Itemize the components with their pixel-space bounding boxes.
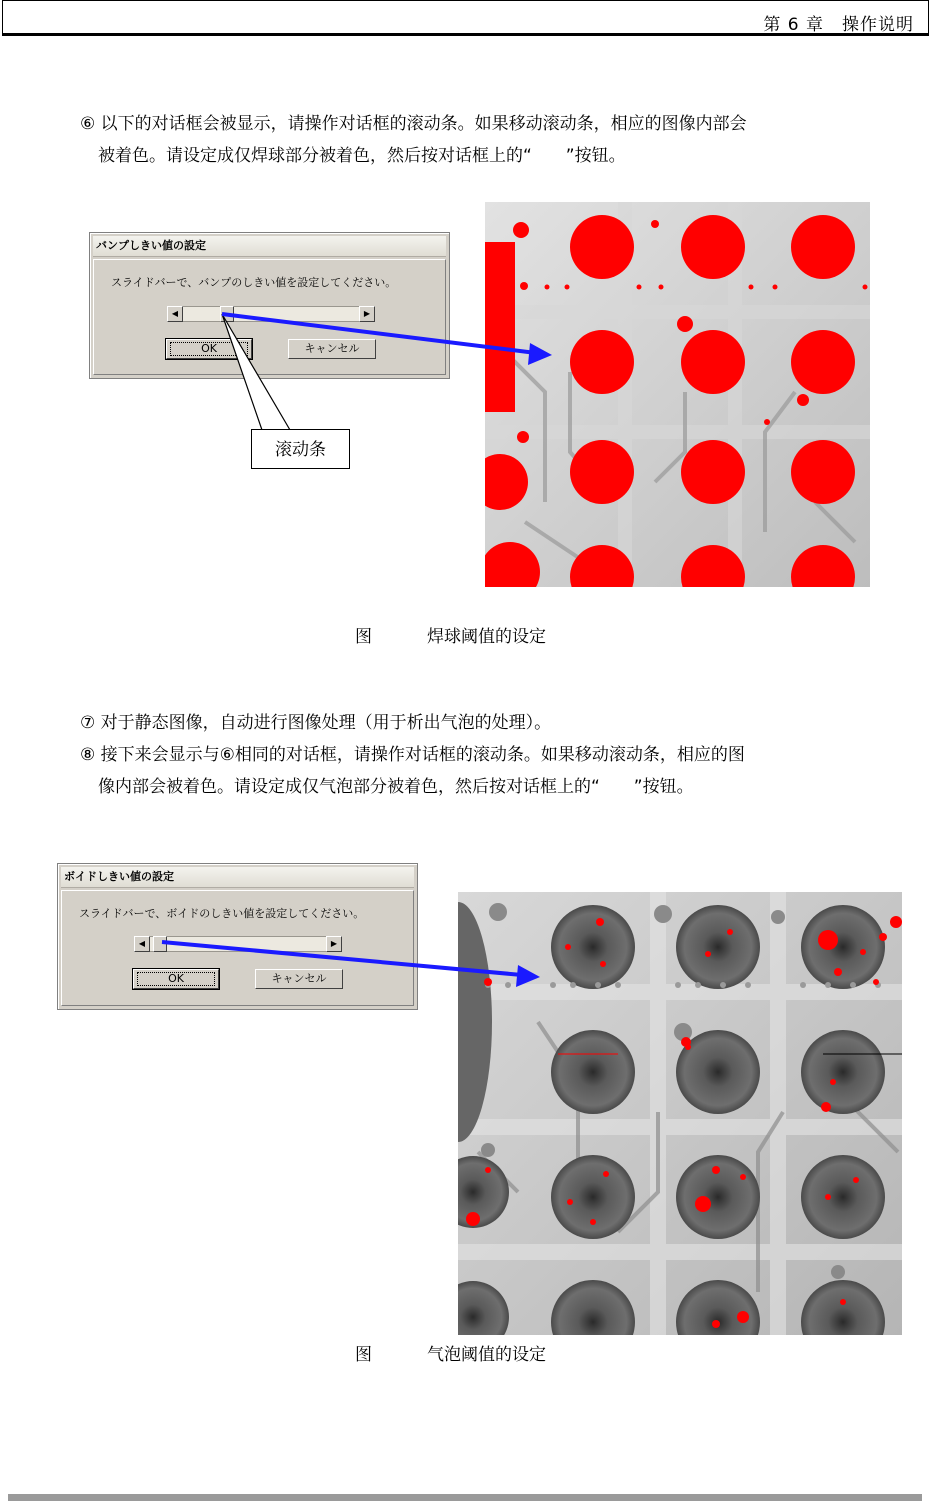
callout-pointer-svg xyxy=(0,0,933,700)
scroll-left-button[interactable]: ◀ xyxy=(134,936,150,952)
figure-caption: 焊球阈值的设定 xyxy=(427,627,546,647)
dialog-title: ボイドしきい値の設定 xyxy=(61,867,414,888)
ok-button[interactable]: OK xyxy=(133,969,219,989)
dialog-message: スライドバーで、バンプのしきい値を設定してください。 xyxy=(111,276,397,289)
step8-line2: 像内部会被着色。请设定成仅气泡部分被着色，然后按对话框上的“ ”按钮。 xyxy=(98,777,694,797)
step8-line1: ⑧ 接下来会显示与⑥相同的对话框，请操作对话框的滚动条。如果移动滚动条，相应的图 xyxy=(80,745,745,765)
dialog-title: バンプしきい値の設定 xyxy=(93,236,446,257)
dialog-message: スライドバーで、ボイドのしきい値を設定してください。 xyxy=(79,907,365,920)
chapter-title: 第 6 章 操作说明 xyxy=(763,15,914,35)
pointer-arrow-svg xyxy=(0,900,933,1000)
step7: ⑦ 对于静态图像，自动进行图像处理（用于析出气泡的处理）。 xyxy=(80,713,552,733)
pointer-arrow xyxy=(222,314,536,353)
figure-caption: 气泡阈值的设定 xyxy=(427,1345,546,1365)
ok-button[interactable]: OK xyxy=(166,339,252,359)
figure-label: 图 xyxy=(355,627,372,647)
step6-line1: ⑥ 以下的对话框会被显示，请操作对话框的滚动条。如果移动滚动条，相应的图像内部会 xyxy=(80,114,747,134)
arrow-head xyxy=(516,965,540,987)
arrow-head xyxy=(528,343,552,365)
scroll-right-button[interactable]: ▶ xyxy=(326,936,342,952)
callout-pointer xyxy=(222,314,290,430)
scroll-left-button[interactable]: ◀ xyxy=(167,306,183,322)
scrollbar-callout: 滚动条 xyxy=(251,429,350,469)
step6-line2: 被着色。请设定成仅焊球部分被着色，然后按对话框上的“ ”按钮。 xyxy=(98,146,626,166)
footer-bar xyxy=(8,1494,922,1501)
cancel-button[interactable]: キャンセル xyxy=(288,339,376,359)
scroll-right-button[interactable]: ▶ xyxy=(359,306,375,322)
pointer-arrow xyxy=(162,942,522,975)
cancel-button[interactable]: キャンセル xyxy=(255,969,343,989)
figure-label: 图 xyxy=(355,1345,372,1365)
